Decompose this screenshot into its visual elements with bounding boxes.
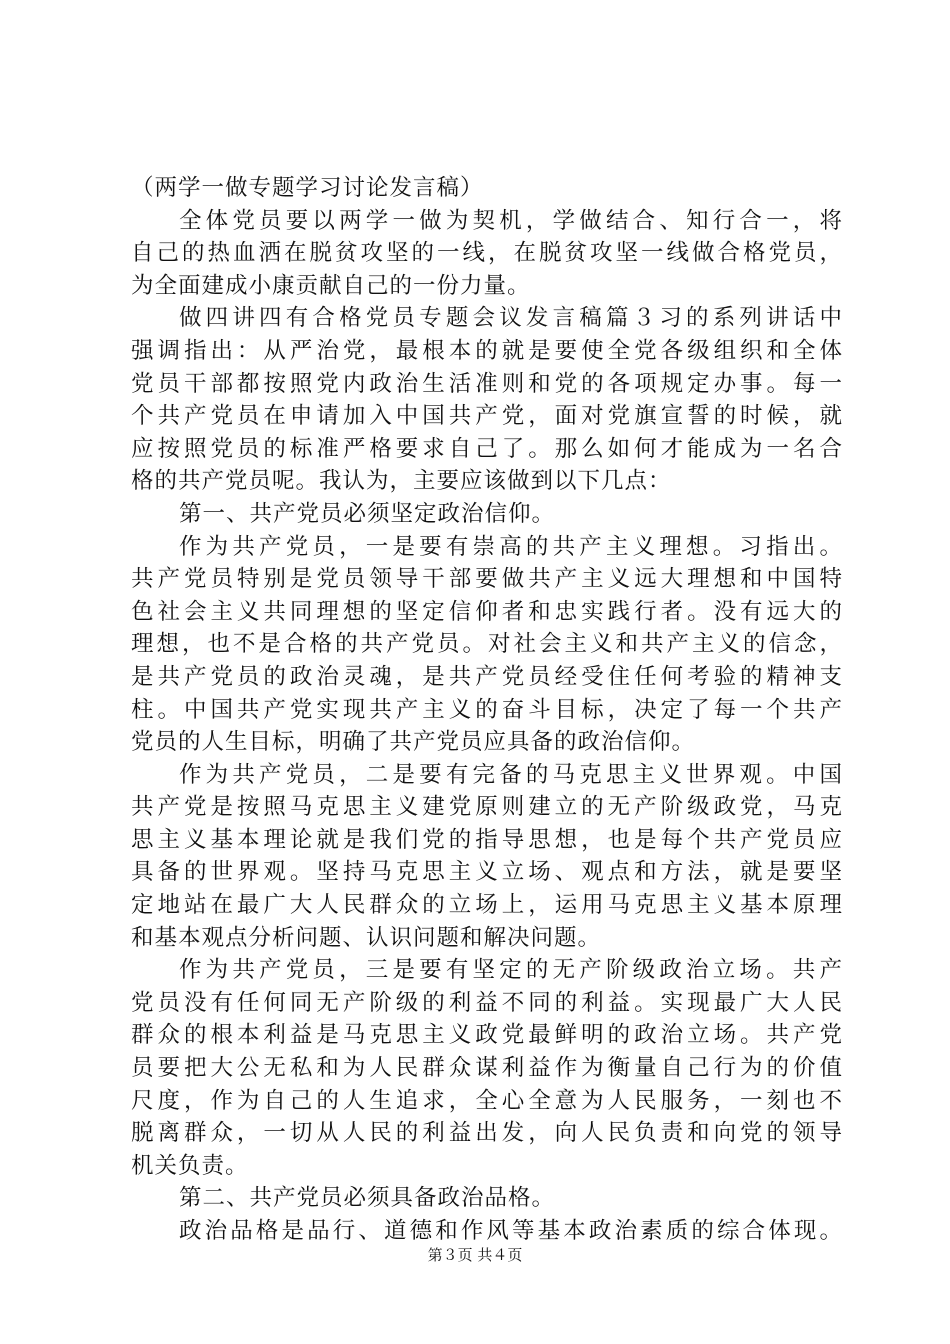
text-line: 员要把大公无私和为人民群众谋利益作为衡量自己行为的价值 <box>131 1055 843 1082</box>
text-line: 色社会主义共同理想的坚定信仰者和忠实践行者。没有远大的 <box>131 598 843 625</box>
text-line: 作为共产党员，三是要有坚定的无产阶级政治立场。共产 <box>179 957 843 984</box>
text-line: 机关负责。 <box>131 1152 249 1179</box>
text-line: 是共产党员的政治灵魂，是共产党员经受住任何考验的精神支 <box>131 663 843 690</box>
text-line: 第二、共产党员必须具备政治品格。 <box>179 1185 556 1212</box>
text-line: 应按照党员的标准严格要求自己了。那么如何才能成为一名合 <box>131 435 843 462</box>
text-line: 群众的根本利益是马克思主义政党最鲜明的政治立场。共产党 <box>131 1022 843 1049</box>
text-line: 自己的热血洒在脱贫攻坚的一线，在脱贫攻坚一线做合格党员， <box>131 240 843 267</box>
text-line: 第一、共产党员必须坚定政治信仰。 <box>179 500 556 527</box>
text-line: 作为共产党员，一是要有崇高的共产主义理想。习指出。 <box>179 533 843 560</box>
text-line: 柱。中国共产党实现共产主义的奋斗目标，决定了每一个共产 <box>131 696 843 723</box>
document-body <box>131 172 843 1248</box>
text-line: 理想，也不是合格的共产党员。对社会主义和共产主义的信念， <box>131 631 843 658</box>
text-line: 个共产党员在申请加入中国共产党，面对党旗宣誓的时候，就 <box>131 403 843 430</box>
text-line: 思主义基本理论就是我们党的指导思想，也是每个共产党员应 <box>131 826 843 853</box>
text-line: 全体党员要以两学一做为契机，学做结合、知行合一，将 <box>179 207 843 234</box>
text-line: （两学一做专题学习讨论发言稿） <box>131 175 484 201</box>
text-line: 为全面建成小康贡献自己的一份力量。 <box>131 272 531 299</box>
text-line: 定地站在最广大人民群众的立场上，运用马克思主义基本原理 <box>131 892 843 919</box>
text-line: 具备的世界观。坚持马克思主义立场、观点和方法，就是要坚 <box>131 859 843 886</box>
text-line: 政治品格是品行、道德和作风等基本政治素质的综合体现。 <box>179 1218 843 1244</box>
text-line: 作为共产党员，二是要有完备的马克思主义世界观。中国 <box>179 761 843 788</box>
text-line: 脱离群众，一切从人民的利益出发，向人民负责和向党的领导 <box>131 1120 843 1147</box>
page-footer: 第３页 共４页 <box>427 1246 523 1264</box>
text-line: 党员干部都按照党内政治生活准则和党的各项规定办事。每一 <box>131 370 843 397</box>
text-line: 共产党员特别是党员领导干部要做共产主义远大理想和中国特 <box>131 566 843 593</box>
text-line: 做四讲四有合格党员专题会议发言稿篇３习的系列讲话中 <box>179 305 843 332</box>
text-line: 格的共产党员呢。我认为，主要应该做到以下几点： <box>131 468 672 495</box>
text-line: 强调指出：从严治党，最根本的就是要使全党各级组织和全体 <box>131 337 843 364</box>
text-line: 党员的人生目标，明确了共产党员应具备的政治信仰。 <box>131 729 696 756</box>
text-line: 和基本观点分析问题、认识问题和解决问题。 <box>131 924 602 951</box>
text-line: 尺度，作为自己的人生追求，全心全意为人民服务，一刻也不 <box>131 1087 843 1114</box>
text-line: 共产党是按照马克思主义建党原则建立的无产阶级政党，马克 <box>131 794 843 821</box>
text-line: 党员没有任何同无产阶级的利益不同的利益。实现最广大人民 <box>131 989 843 1016</box>
